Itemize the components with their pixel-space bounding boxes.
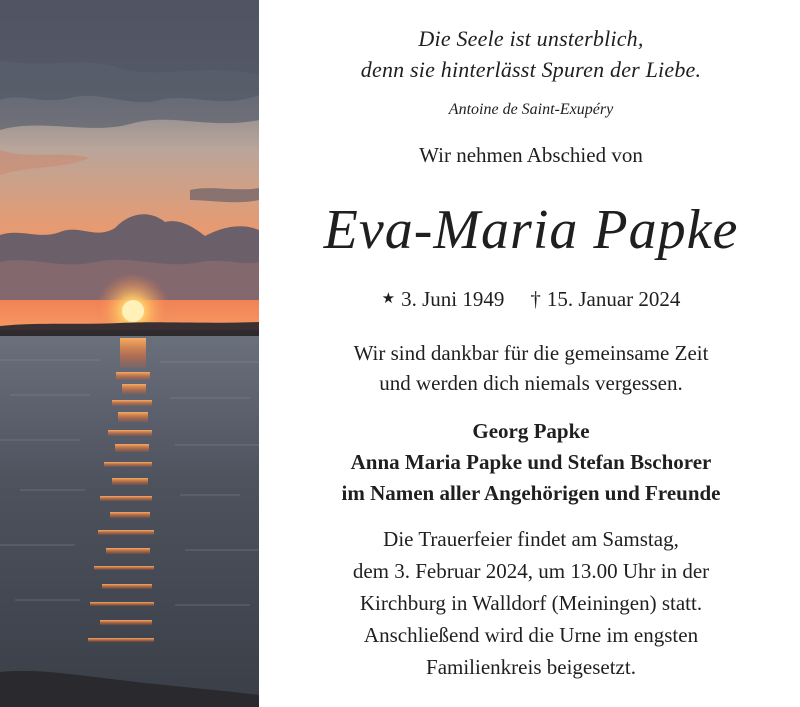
- mourner-line-2: Anna Maria Papke und Stefan Bschorer: [350, 450, 712, 474]
- sunset-photo: [0, 0, 259, 707]
- deceased-name: Eva-Maria Papke: [323, 199, 739, 261]
- death-date: 15. Januar 2024: [546, 287, 681, 311]
- birth-date: 3. Juni 1949: [401, 287, 505, 311]
- quote-line-2: denn sie hinterlässt Spuren der Liebe.: [360, 57, 702, 82]
- ceremony-line-4: Anschließend wird die Urne im engsten: [363, 623, 699, 647]
- quote-author: Antoine de Saint-Exupéry: [448, 101, 614, 118]
- gratitude-line-2: und werden dich niemals vergessen.: [379, 371, 683, 395]
- obituary-text: [262, 0, 800, 707]
- ceremony-line-2: dem 3. Februar 2024, um 13.00 Uhr in der: [352, 559, 710, 583]
- intro-text: Wir nehmen Abschied von: [419, 143, 643, 167]
- ceremony-line-3: Kirchburg in Walldorf (Meiningen) statt.: [359, 591, 703, 615]
- birth-star-icon: ★: [381, 291, 396, 307]
- gratitude-line-1: Wir sind dankbar für die gemeinsame Zeit: [353, 341, 709, 365]
- death-cross-icon: †: [530, 287, 541, 311]
- mourner-line-3: im Namen aller Angehörigen und Freunde: [341, 481, 721, 505]
- quote-line-1: Die Seele ist unsterblich,: [418, 26, 644, 51]
- ceremony-line-5: Familienkreis beigesetzt.: [426, 655, 636, 679]
- ceremony-line-1: Die Trauerfeier findet am Samstag,: [383, 527, 679, 551]
- life-dates: [262, 287, 800, 312]
- mourner-line-1: Georg Papke: [472, 419, 590, 443]
